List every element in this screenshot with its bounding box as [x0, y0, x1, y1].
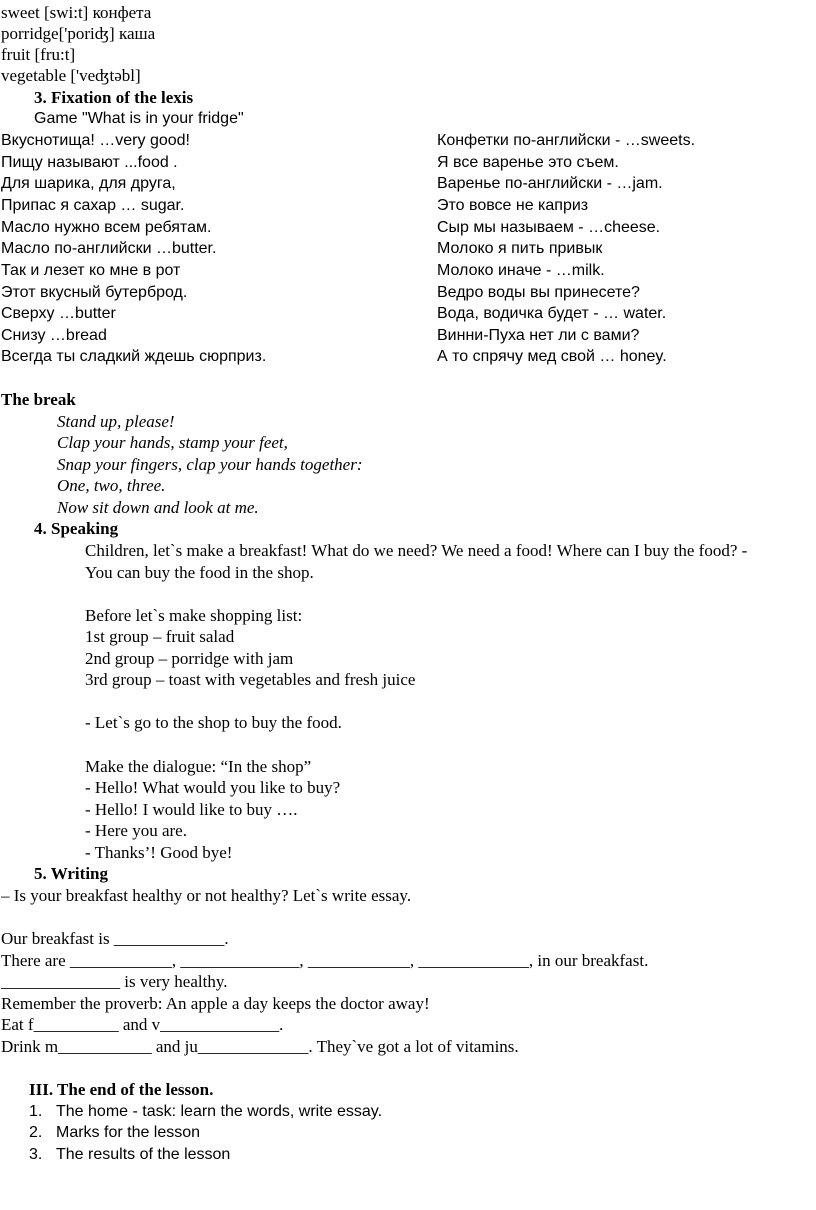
speaking-line: - Hello! I would like to buy ….: [85, 800, 298, 819]
speaking-line: Make the dialogue: “In the shop”: [85, 757, 312, 776]
speaking-line: 3rd group – toast with vegetables and fresh juice: [85, 670, 416, 689]
speaking-line: 1st group – fruit salad: [85, 627, 235, 646]
poem-left-line: Так и лезет ко мне в рот: [1, 262, 181, 279]
speaking-line: - Thanks’! Good bye!: [85, 843, 233, 862]
writing-line: Eat f__________ and v______________.: [1, 1015, 284, 1034]
game-title: Game "What is in your fridge": [34, 110, 244, 127]
poem-right-line: Варенье по-английски - …jam.: [437, 175, 663, 192]
speaking-line: Before let`s make shopping list:: [85, 606, 303, 625]
poem-left-line: Этот вкусный бутерброд.: [1, 284, 188, 301]
poem-left-line: Масло нужно всем ребятам.: [1, 219, 212, 236]
poem-left-line: Снизу …bread: [1, 327, 107, 344]
speaking-line: 2nd group – porridge with jam: [85, 649, 294, 668]
speaking-line: - Here you are.: [85, 821, 187, 840]
speaking-line: Children, let`s make a breakfast! What do we need? We need a food! Where can I buy the food? -: [85, 541, 748, 560]
vocab-line: porridge['poriʤ] каша: [1, 24, 156, 43]
list-number: 2.: [29, 1124, 43, 1141]
poem-left-line: Припас я сахар … sugar.: [1, 197, 185, 214]
speaking-line: You can buy the food in the shop.: [85, 563, 314, 582]
poem-left-line: Для шарика, для друга,: [1, 175, 176, 192]
section-heading-break: The break: [1, 390, 76, 409]
end-list-item: [29, 1101, 382, 1123]
break-line: Now sit down and look at me.: [57, 498, 259, 517]
list-item-text: The results of the lesson: [56, 1146, 231, 1163]
list-item-text: Marks for the lesson: [56, 1124, 201, 1141]
poem-left-line: Всегда ты сладкий ждешь сюрприз.: [1, 348, 267, 365]
list-number: 1.: [29, 1103, 43, 1120]
list-item-text: The home - task: learn the words, write essay.: [56, 1103, 383, 1120]
break-line: Stand up, please!: [57, 412, 175, 431]
list-number: 3.: [29, 1146, 43, 1163]
section-heading-fixation: 3. Fixation of the lexis: [34, 88, 194, 107]
writing-line: Drink m___________ and ju_____________. They`ve got a lot of vitamins.: [1, 1037, 519, 1056]
section-heading-writing: 5. Writing: [34, 864, 108, 883]
vocab-line: fruit [fru:t]: [1, 45, 76, 64]
end-list-item: [29, 1144, 230, 1166]
poem-right-line: Винни-Пуха нет ли с вами?: [437, 327, 640, 344]
poem-left-line: Масло по-английски …butter.: [1, 240, 217, 257]
end-list-item: [29, 1122, 200, 1144]
section-heading-speaking: 4. Speaking: [34, 519, 119, 538]
poem-right-line: Конфетки по-английски - …sweets.: [437, 132, 696, 149]
poem-right-line: Молоко иначе - …milk.: [437, 262, 605, 279]
poem-left-line: Вкуснотища! …very good!: [1, 132, 190, 149]
poem-left-line: Сверху …butter: [1, 305, 116, 322]
break-line: One, two, three.: [57, 476, 166, 495]
writing-line: There are ____________, ______________, ____________, _____________, in our breakfast.: [1, 951, 649, 970]
section-heading-end: III. The end of the lesson.: [29, 1080, 214, 1099]
poem-right-line: Молоко я пить привык: [437, 240, 603, 257]
break-line: Clap your hands, stamp your feet,: [57, 433, 288, 452]
poem-right-line: Я все варенье это съем.: [437, 154, 619, 171]
speaking-line: - Let`s go to the shop to buy the food.: [85, 713, 342, 732]
break-line: Snap your fingers, clap your hands together:: [57, 455, 363, 474]
poem-right-line: А то спрячу мед свой … honey.: [437, 348, 667, 365]
poem-right-line: Вода, водичка будет - … water.: [437, 305, 667, 322]
poem-right-line: Сыр мы называем - …cheese.: [437, 219, 661, 236]
speaking-line: - Hello! What would you like to buy?: [85, 778, 341, 797]
writing-line: Remember the proverb: An apple a day keeps the doctor away!: [1, 994, 430, 1013]
poem-right-line: Это вовсе не каприз: [437, 197, 589, 214]
writing-intro: – Is your breakfast healthy or not healthy? Let`s write essay.: [1, 886, 412, 905]
poem-left-line: Пищу называют ...food .: [1, 154, 178, 171]
vocab-line: vegetable ['veʤtəbl]: [1, 66, 141, 85]
writing-line: Our breakfast is _____________.: [1, 929, 229, 948]
writing-line: ______________ is very healthy.: [1, 972, 228, 991]
vocab-line: sweet [swi:t] конфета: [1, 3, 152, 22]
poem-right-line: Ведро воды вы принесете?: [437, 284, 640, 301]
